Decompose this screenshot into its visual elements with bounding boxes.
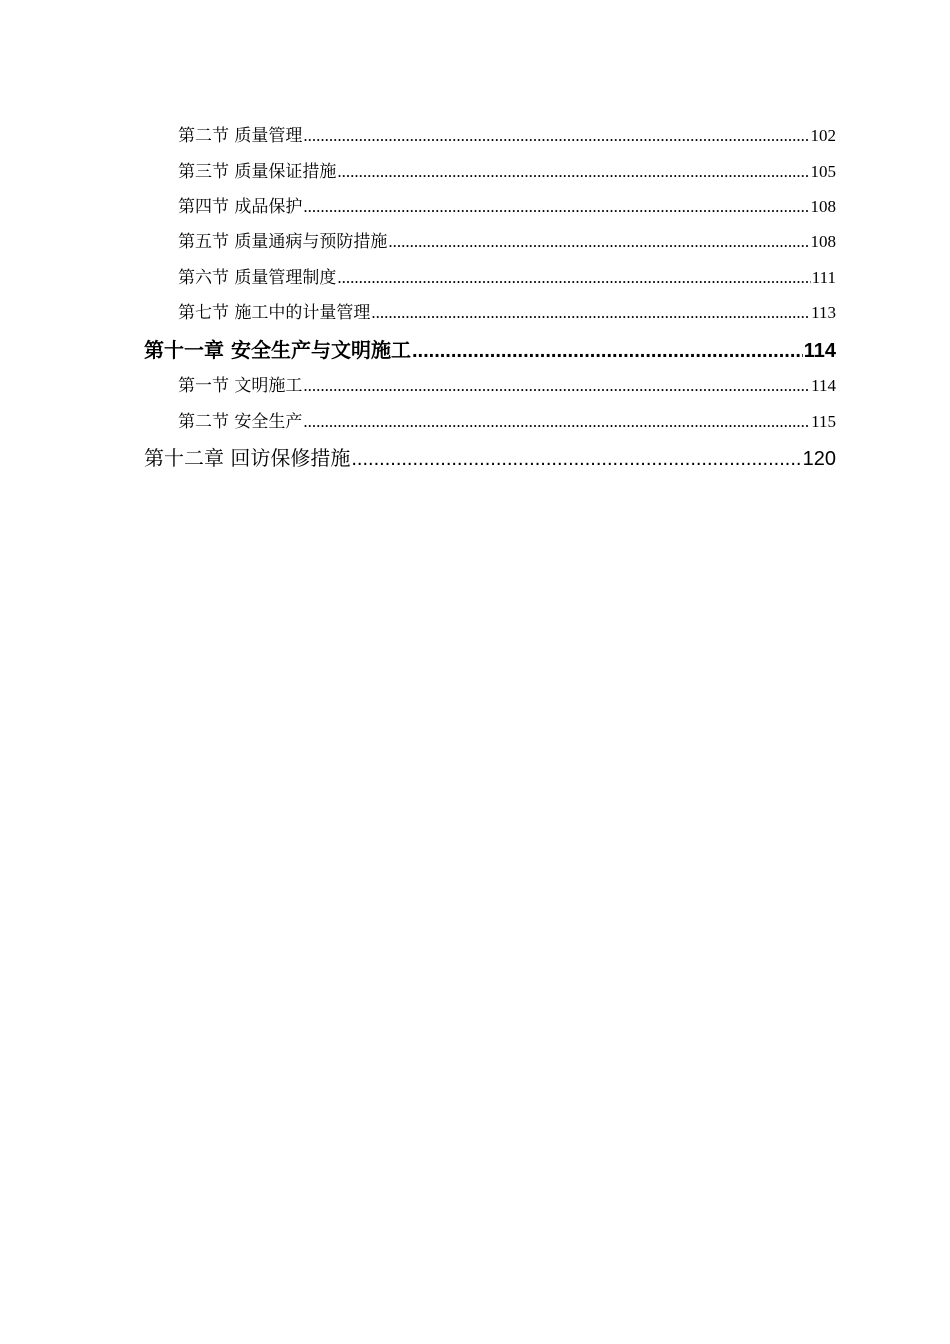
toc-page-number: 111 (811, 268, 836, 287)
toc-dot-leader (351, 445, 801, 473)
toc-page-number: 108 (810, 197, 836, 216)
toc-dot-leader (337, 160, 809, 184)
toc-dot-leader (303, 195, 809, 219)
toc-entry-title: 第十二章 回访保修措施 (144, 446, 351, 470)
toc-page-number: 108 (810, 232, 836, 251)
toc-entry-chapter-12-warranty[interactable] (144, 444, 836, 472)
toc-page-number: 115 (811, 412, 836, 431)
toc-dot-leader (371, 301, 810, 325)
toc-entry-title: 第二节 质量管理 (178, 126, 303, 146)
toc-entry-title: 第三节 质量保证措施 (178, 162, 337, 182)
toc-dot-leader (412, 337, 803, 365)
toc-page-number: 113 (811, 303, 836, 322)
toc-entry-section-5-common-defects[interactable] (178, 230, 836, 254)
toc-dot-leader (388, 230, 809, 254)
toc-dot-leader (303, 410, 810, 434)
toc-entry-title: 第二节 安全生产 (178, 412, 303, 432)
toc-entry-section-4-product-protection[interactable] (178, 195, 836, 219)
toc-entry-title: 第四节 成品保护 (178, 197, 303, 217)
toc-entry-section-7-measurement[interactable] (178, 301, 836, 325)
toc-entry-title: 第一节 文明施工 (178, 376, 303, 396)
toc-page-number: 114 (811, 376, 836, 395)
toc-entry-chapter-11-safety[interactable] (144, 336, 836, 364)
toc-entry-title: 第五节 质量通病与预防措施 (178, 232, 388, 252)
toc-entry-title: 第六节 质量管理制度 (178, 268, 337, 288)
toc-page-number: 114 (803, 340, 836, 362)
toc-entry-section-6-quality-system[interactable] (178, 266, 836, 290)
toc-entry-section-2-safe-production[interactable] (178, 410, 836, 434)
toc-entry-section-3-quality-assurance[interactable] (178, 160, 836, 184)
toc-page-number: 120 (802, 448, 836, 470)
toc-entry-section-1-civilized-construction[interactable] (178, 374, 836, 398)
toc-dot-leader (337, 266, 810, 290)
toc-page-number: 105 (810, 162, 836, 181)
toc-entry-section-2-quality-management[interactable] (178, 124, 836, 148)
toc-dot-leader (303, 124, 809, 148)
toc-entry-title: 第七节 施工中的计量管理 (178, 303, 371, 323)
toc-entry-title: 第十一章 安全生产与文明施工 (144, 338, 411, 362)
toc-page-number: 102 (810, 126, 836, 145)
toc-dot-leader (303, 374, 810, 398)
